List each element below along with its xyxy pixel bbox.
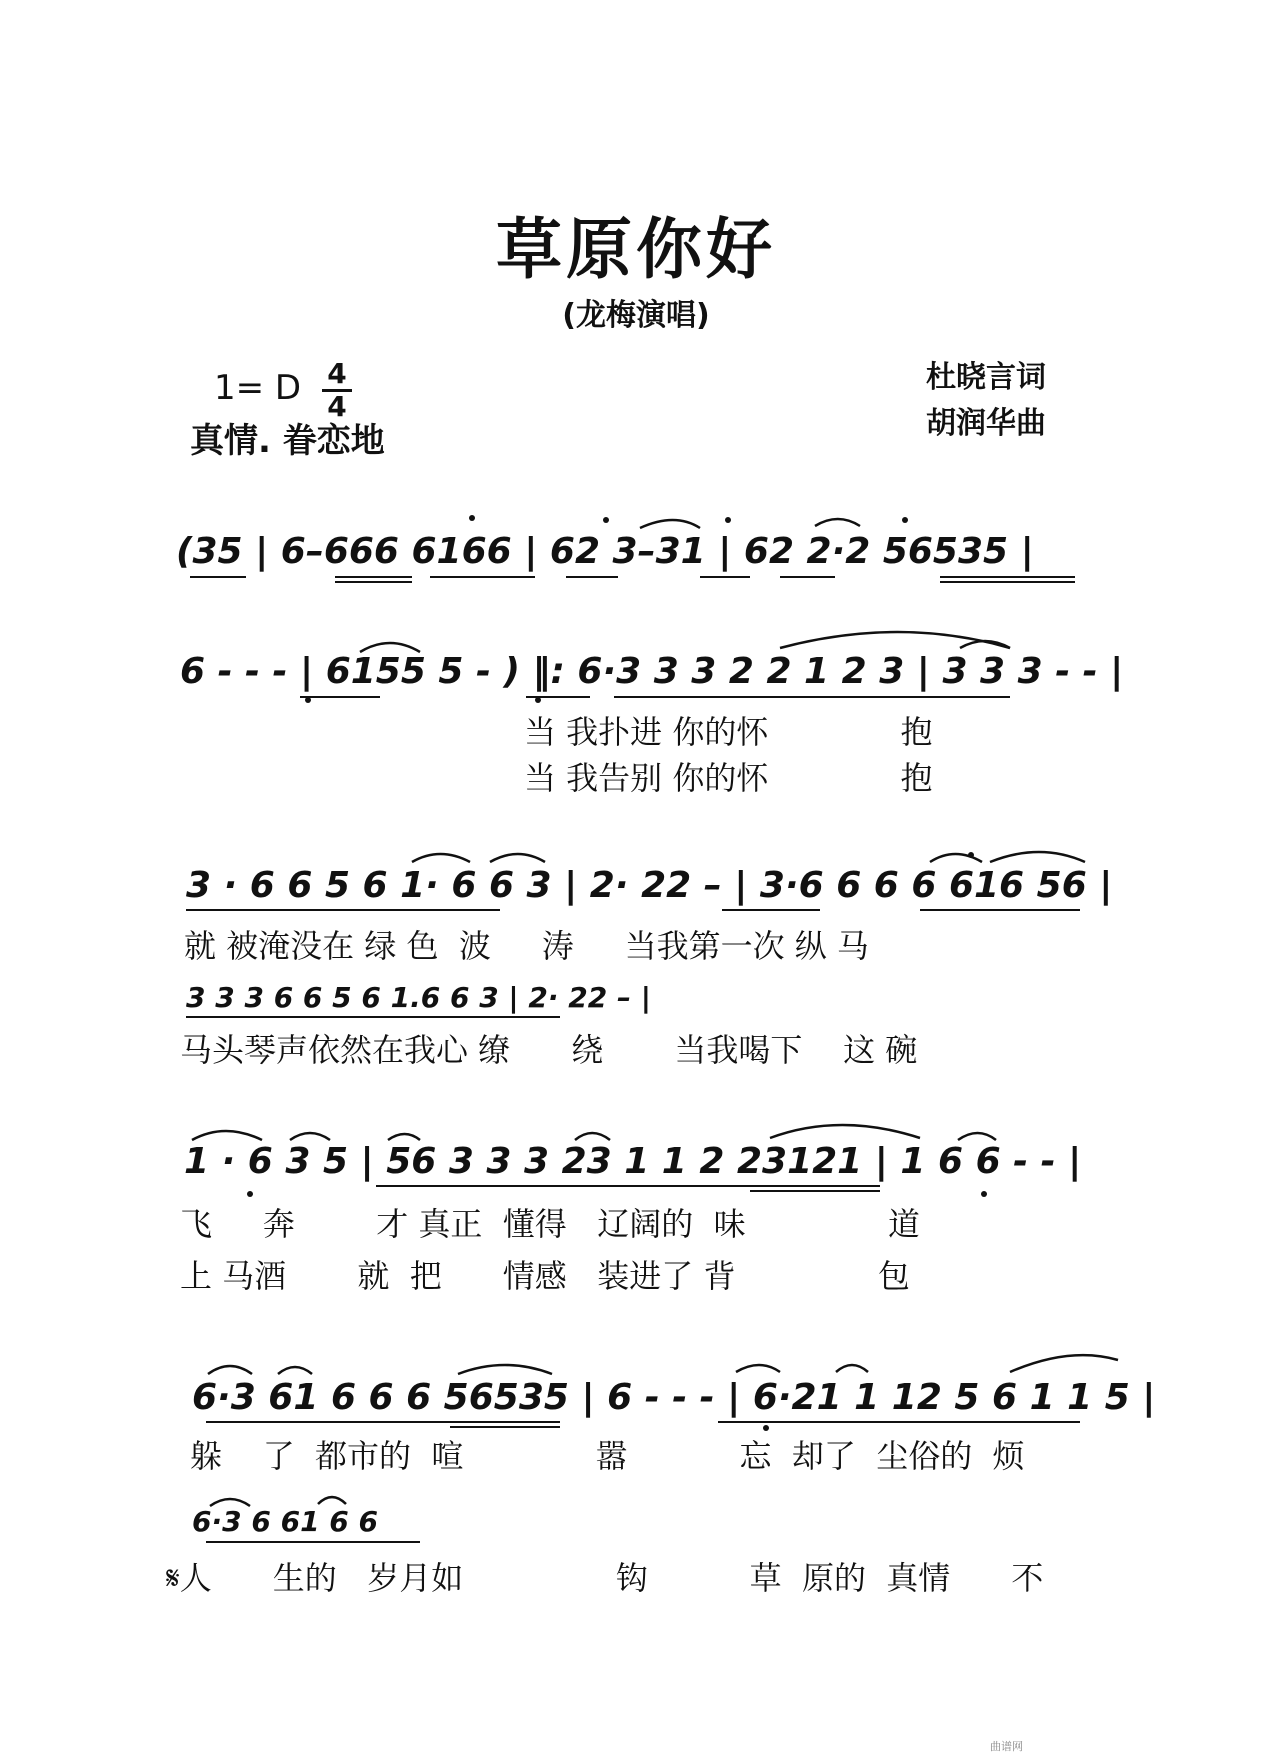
dot (603, 517, 609, 523)
slur (770, 1125, 920, 1138)
slur (958, 1133, 996, 1140)
slur (490, 854, 545, 862)
slur (815, 519, 860, 526)
slur (290, 1133, 330, 1140)
score-line-7: 6·3 6 61 6 6 (192, 1505, 379, 1538)
lyric-verse1-b: 当 我告别 你的怀 抱 (524, 759, 933, 797)
slur (388, 1134, 420, 1140)
lyricist-credit: 杜晓言词 (926, 360, 1046, 395)
lyric-line-4: 马头琴声依然在我心 缭 绕 当我喝下 这 碗 (180, 1031, 918, 1069)
slur (1010, 1355, 1118, 1372)
slur (458, 1365, 552, 1374)
slur (930, 854, 982, 862)
score-line-1: (35 | 6–666 6166 | 62 3–31 | 62 2·2 56535 | (176, 531, 1034, 572)
lyric-verse1-a: 当 我扑进 你的怀 抱 (524, 713, 933, 751)
score-line-3: 3 · 6 6 5 6 1· 6 6 3 | 2· 22 – | 3·6 6 6 6 616 56 | (186, 865, 1113, 906)
dot (981, 1191, 987, 1197)
slur (278, 1367, 312, 1374)
lyric-line-6: 上 马酒 就 把 情感 装进了 背 包 (180, 1257, 910, 1295)
dot (535, 697, 541, 703)
slur (990, 852, 1085, 862)
dot (305, 697, 311, 703)
key-signature: 1= D (214, 368, 302, 408)
slur (192, 1131, 262, 1140)
slur (836, 1365, 868, 1372)
score-line-6: 6·3 61 6 6 6 56535 | 6 - - - | 6·21 1 12 5 6 1 1 5 | (192, 1377, 1156, 1418)
score-line-2: 6 - - - | 6155 5 - ) ‖: 6·3 3 3 2 2 1 2 3 | 3 3 3 - - | (180, 651, 1124, 692)
watermark: 曲谱网 (990, 1740, 1023, 1753)
slur (412, 854, 470, 862)
dot (247, 1191, 253, 1197)
singer-credit: (龙梅演唱) (562, 298, 710, 333)
dot (902, 517, 908, 523)
slur (780, 632, 1010, 648)
dot (763, 1425, 769, 1431)
composer-credit: 胡润华曲 (926, 406, 1046, 441)
score-line-5: 1 · 6 3 5 | 56 3 3 3 23 1 1 2 23121 | 1 6 6 - - | (184, 1141, 1082, 1182)
dot (725, 517, 731, 523)
slur (575, 1133, 610, 1140)
slur (208, 1366, 252, 1374)
beam-underlines (186, 577, 1080, 1542)
slurs (192, 519, 1118, 1506)
lyric-line-3: 就 被淹没在 绿 色 波 涛 当我第一次 纵 马 (184, 927, 869, 965)
slur (210, 1499, 250, 1506)
octave-dots (247, 515, 987, 1431)
dot (968, 852, 974, 858)
slur (318, 1497, 346, 1504)
slur (640, 520, 700, 528)
dot (469, 515, 475, 521)
lyric-line-7: 躲 了 都市的 喧 嚣 忘 却了 尘俗的 烦 (190, 1437, 1025, 1475)
slur (736, 1365, 780, 1372)
slur (360, 643, 420, 652)
lyric-line-8: 𝄋人 生的 岁月如 钩 草 原的 真情 不 (166, 1559, 1044, 1597)
tempo-marking: 真情. 眷恋地 (190, 421, 385, 461)
song-title: 草原你好 (496, 211, 776, 288)
time-top: 4 (327, 357, 347, 390)
lyric-line-5: 飞 奔 才 真正 懂得 辽阔的 味 道 (180, 1205, 921, 1243)
time-bottom: 4 (327, 390, 347, 423)
score-line-4: 3 3 3 6 6 5 6 1.6 6 3 | 2· 22 – | (186, 981, 651, 1014)
